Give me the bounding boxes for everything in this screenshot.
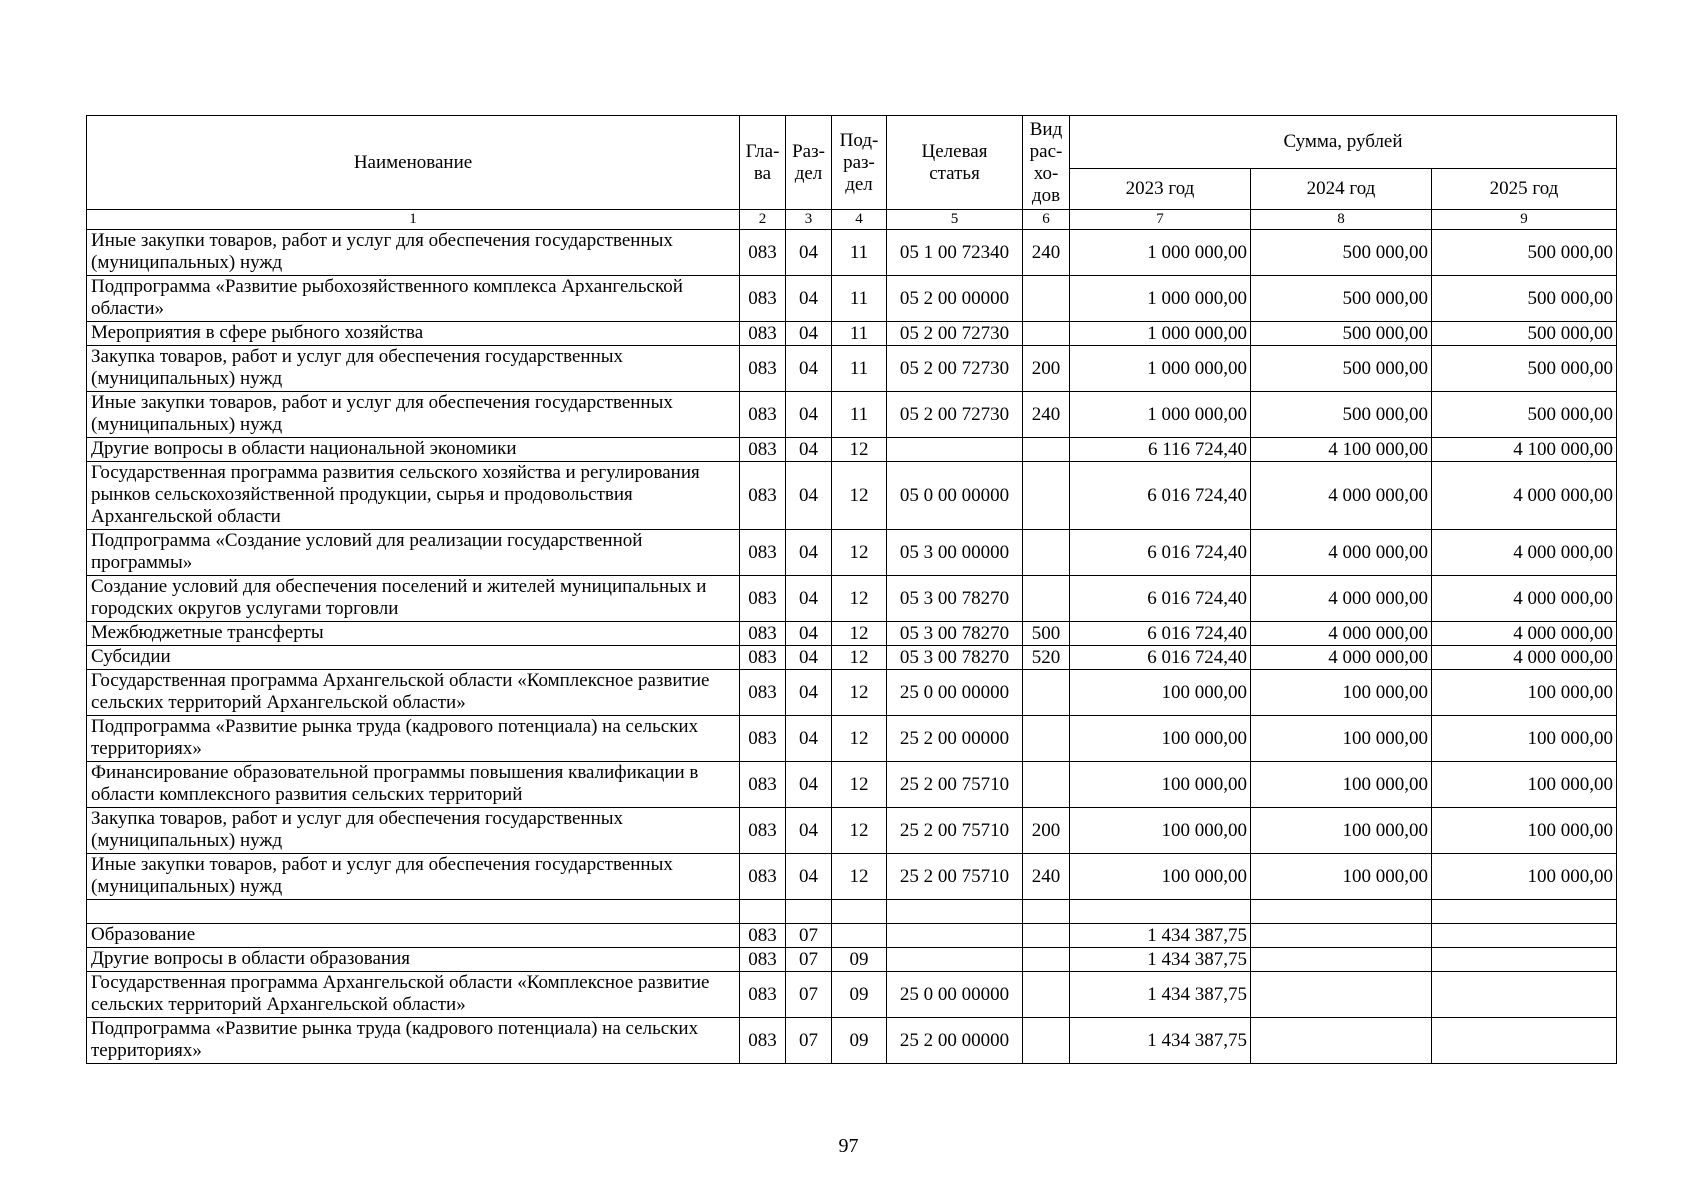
row-glava: 083: [740, 438, 786, 462]
row-sum-2024: 500 000,00: [1251, 276, 1432, 322]
row-sum-2025: [1432, 900, 1617, 924]
row-vid: 520: [1023, 646, 1070, 670]
row-razdel: 04: [786, 438, 832, 462]
table-row: [87, 322, 1617, 346]
row-podrazdel: 09: [832, 948, 887, 972]
row-vid: [1023, 438, 1070, 462]
row-sum-2023: 100 000,00: [1070, 762, 1251, 808]
row-sum-2025: 500 000,00: [1432, 230, 1617, 276]
row-sum-2024: [1251, 900, 1432, 924]
table-row: [87, 924, 1617, 948]
row-name: Государственная программа Архангельской области «Комплексное развитие сельских территорий Архангельской области»: [87, 670, 740, 716]
row-sum-2023: 1 000 000,00: [1070, 230, 1251, 276]
header-glava: Гла- ва: [740, 116, 786, 210]
row-razdel: 04: [786, 808, 832, 854]
row-celevaya: 05 2 00 72730: [887, 346, 1023, 392]
header-year-2024: 2024 год: [1251, 169, 1432, 210]
row-sum-2025: 100 000,00: [1432, 854, 1617, 900]
row-glava: 083: [740, 346, 786, 392]
row-vid: [1023, 716, 1070, 762]
row-podrazdel: 12: [832, 576, 887, 622]
row-razdel: 04: [786, 530, 832, 576]
row-vid: [1023, 972, 1070, 1018]
row-name: [87, 900, 740, 924]
header-razdel: Раз- дел: [786, 116, 832, 210]
row-name: Государственная программа развития сельского хозяйства и регулирования рынков сельскохозяйственной продукции, сырья и продовольствия Архангельской области: [87, 462, 740, 530]
row-sum-2023: 6 016 724,40: [1070, 576, 1251, 622]
row-name: Субсидии: [87, 646, 740, 670]
row-celevaya: 05 1 00 72340: [887, 230, 1023, 276]
row-vid: 200: [1023, 346, 1070, 392]
table-row: [87, 972, 1617, 1018]
row-name: Закупка товаров, работ и услуг для обеспечения государственных (муниципальных) нужд: [87, 808, 740, 854]
row-vid: [1023, 322, 1070, 346]
row-glava: 083: [740, 322, 786, 346]
row-sum-2024: 500 000,00: [1251, 230, 1432, 276]
row-sum-2025: 500 000,00: [1432, 392, 1617, 438]
row-razdel: 04: [786, 322, 832, 346]
column-number: 4: [832, 210, 887, 230]
column-number: 3: [786, 210, 832, 230]
row-podrazdel: 09: [832, 972, 887, 1018]
row-sum-2024: 4 000 000,00: [1251, 462, 1432, 530]
column-number: 6: [1023, 210, 1070, 230]
row-celevaya: 25 2 00 75710: [887, 762, 1023, 808]
row-glava: 083: [740, 972, 786, 1018]
row-name: Иные закупки товаров, работ и услуг для обеспечения государственных (муниципальных) нужд: [87, 854, 740, 900]
row-podrazdel: 12: [832, 670, 887, 716]
row-name: Мероприятия в сфере рыбного хозяйства: [87, 322, 740, 346]
row-vid: 500: [1023, 622, 1070, 646]
table-row: [87, 762, 1617, 808]
row-razdel: [786, 900, 832, 924]
row-razdel: 07: [786, 924, 832, 948]
table-row: [87, 854, 1617, 900]
row-sum-2023: 1 434 387,75: [1070, 1018, 1251, 1064]
row-celevaya: 25 2 00 75710: [887, 854, 1023, 900]
row-sum-2024: [1251, 972, 1432, 1018]
row-vid: [1023, 576, 1070, 622]
row-sum-2025: 4 000 000,00: [1432, 622, 1617, 646]
row-sum-2024: 500 000,00: [1251, 346, 1432, 392]
row-glava: 083: [740, 854, 786, 900]
row-sum-2024: 100 000,00: [1251, 670, 1432, 716]
row-podrazdel: 11: [832, 230, 887, 276]
table-row: [87, 716, 1617, 762]
row-sum-2025: [1432, 972, 1617, 1018]
row-glava: 083: [740, 670, 786, 716]
table-row: [87, 230, 1617, 276]
row-celevaya: [887, 900, 1023, 924]
row-razdel: 04: [786, 576, 832, 622]
row-razdel: 04: [786, 854, 832, 900]
table-body: [87, 230, 1617, 1064]
row-glava: 083: [740, 948, 786, 972]
table-row: [87, 530, 1617, 576]
row-razdel: 04: [786, 230, 832, 276]
row-sum-2023: 1 000 000,00: [1070, 276, 1251, 322]
row-podrazdel: 12: [832, 462, 887, 530]
row-podrazdel: 12: [832, 622, 887, 646]
row-sum-2023: 6 016 724,40: [1070, 462, 1251, 530]
row-sum-2025: 4 100 000,00: [1432, 438, 1617, 462]
row-glava: 083: [740, 716, 786, 762]
row-glava: 083: [740, 622, 786, 646]
row-razdel: 04: [786, 392, 832, 438]
table-row: [87, 948, 1617, 972]
column-number: 2: [740, 210, 786, 230]
row-celevaya: 05 3 00 78270: [887, 646, 1023, 670]
row-name: Подпрограмма «Развитие рыбохозяйственного комплекса Архангельской области»: [87, 276, 740, 322]
row-sum-2024: [1251, 948, 1432, 972]
column-number: 5: [887, 210, 1023, 230]
row-sum-2025: 4 000 000,00: [1432, 646, 1617, 670]
row-sum-2024: [1251, 1018, 1432, 1064]
row-name: Подпрограмма «Создание условий для реализации государственной программы»: [87, 530, 740, 576]
row-glava: 083: [740, 462, 786, 530]
row-glava: 083: [740, 576, 786, 622]
row-razdel: 04: [786, 762, 832, 808]
row-glava: 083: [740, 762, 786, 808]
row-sum-2024: 100 000,00: [1251, 716, 1432, 762]
row-podrazdel: 11: [832, 276, 887, 322]
row-sum-2024: 4 000 000,00: [1251, 576, 1432, 622]
row-sum-2023: 6 016 724,40: [1070, 622, 1251, 646]
row-celevaya: 25 0 00 00000: [887, 972, 1023, 1018]
row-vid: [1023, 924, 1070, 948]
row-podrazdel: 12: [832, 530, 887, 576]
row-razdel: 07: [786, 1018, 832, 1064]
column-number: 1: [87, 210, 740, 230]
table-row: [87, 900, 1617, 924]
row-celevaya: [887, 438, 1023, 462]
row-sum-2025: 500 000,00: [1432, 276, 1617, 322]
row-sum-2025: 500 000,00: [1432, 346, 1617, 392]
row-sum-2023: 100 000,00: [1070, 716, 1251, 762]
header-name: Наименование: [87, 116, 740, 210]
row-sum-2024: 500 000,00: [1251, 392, 1432, 438]
column-number: 9: [1432, 210, 1617, 230]
row-celevaya: 05 2 00 00000: [887, 276, 1023, 322]
table-row: [87, 808, 1617, 854]
row-sum-2025: 4 000 000,00: [1432, 462, 1617, 530]
row-name: Межбюджетные трансферты: [87, 622, 740, 646]
row-celevaya: 25 2 00 75710: [887, 808, 1023, 854]
row-glava: 083: [740, 924, 786, 948]
table-row: [87, 1018, 1617, 1064]
header-year-2023: 2023 год: [1070, 169, 1251, 210]
row-glava: 083: [740, 646, 786, 670]
row-sum-2023: 1 434 387,75: [1070, 924, 1251, 948]
row-razdel: 04: [786, 276, 832, 322]
row-sum-2024: 100 000,00: [1251, 854, 1432, 900]
row-sum-2024: 4 000 000,00: [1251, 646, 1432, 670]
table-row: [87, 462, 1617, 530]
row-podrazdel: 12: [832, 716, 887, 762]
table-row: [87, 392, 1617, 438]
row-name: Создание условий для обеспечения поселений и жителей муниципальных и городских округов услугами торговли: [87, 576, 740, 622]
row-celevaya: 25 2 00 00000: [887, 716, 1023, 762]
row-glava: 083: [740, 392, 786, 438]
row-name: Закупка товаров, работ и услуг для обеспечения государственных (муниципальных) нужд: [87, 346, 740, 392]
row-sum-2024: 4 000 000,00: [1251, 622, 1432, 646]
row-podrazdel: [832, 900, 887, 924]
row-sum-2023: 6 116 724,40: [1070, 438, 1251, 462]
row-celevaya: [887, 948, 1023, 972]
row-name: Другие вопросы в области национальной экономики: [87, 438, 740, 462]
row-sum-2023: 100 000,00: [1070, 670, 1251, 716]
row-sum-2023: 6 016 724,40: [1070, 646, 1251, 670]
row-podrazdel: 11: [832, 346, 887, 392]
row-podrazdel: 12: [832, 854, 887, 900]
budget-table: [86, 115, 1617, 1064]
row-sum-2024: 500 000,00: [1251, 322, 1432, 346]
row-sum-2025: [1432, 948, 1617, 972]
table-row: [87, 670, 1617, 716]
row-vid: 200: [1023, 808, 1070, 854]
row-razdel: 07: [786, 972, 832, 1018]
row-celevaya: 25 2 00 00000: [887, 1018, 1023, 1064]
row-sum-2023: 1 000 000,00: [1070, 346, 1251, 392]
row-vid: [1023, 1018, 1070, 1064]
row-name: Финансирование образовательной программы повышения квалификации в области комплексного развития сельских территорий: [87, 762, 740, 808]
row-podrazdel: 12: [832, 438, 887, 462]
row-glava: [740, 900, 786, 924]
row-sum-2025: 4 000 000,00: [1432, 530, 1617, 576]
row-vid: [1023, 462, 1070, 530]
row-sum-2023: 100 000,00: [1070, 854, 1251, 900]
row-sum-2025: 100 000,00: [1432, 762, 1617, 808]
table-row: [87, 622, 1617, 646]
row-name: Подпрограмма «Развитие рынка труда (кадрового потенциала) на сельских территориях»: [87, 1018, 740, 1064]
row-sum-2024: [1251, 924, 1432, 948]
row-celevaya: [887, 924, 1023, 948]
table-row: [87, 438, 1617, 462]
row-sum-2023: 1 000 000,00: [1070, 322, 1251, 346]
row-podrazdel: 12: [832, 808, 887, 854]
row-razdel: 04: [786, 462, 832, 530]
page-number: 97: [838, 1135, 859, 1157]
column-number: 8: [1251, 210, 1432, 230]
header-summa: Сумма, рублей: [1070, 116, 1617, 169]
table-row: [87, 646, 1617, 670]
header-celevaya: Целевая статья: [887, 116, 1023, 210]
row-vid: 240: [1023, 392, 1070, 438]
row-podrazdel: 11: [832, 392, 887, 438]
row-glava: 083: [740, 530, 786, 576]
row-name: Образование: [87, 924, 740, 948]
row-glava: 083: [740, 1018, 786, 1064]
row-vid: [1023, 530, 1070, 576]
row-razdel: 04: [786, 346, 832, 392]
header-podrazdel: Под- раз- дел: [832, 116, 887, 210]
row-vid: 240: [1023, 230, 1070, 276]
row-sum-2024: 100 000,00: [1251, 808, 1432, 854]
row-razdel: 04: [786, 716, 832, 762]
row-razdel: 04: [786, 622, 832, 646]
column-number: 7: [1070, 210, 1251, 230]
row-celevaya: 05 0 00 00000: [887, 462, 1023, 530]
row-vid: [1023, 900, 1070, 924]
row-vid: [1023, 670, 1070, 716]
row-glava: 083: [740, 276, 786, 322]
row-vid: [1023, 948, 1070, 972]
header-year-2025: 2025 год: [1432, 169, 1617, 210]
row-name: Другие вопросы в области образования: [87, 948, 740, 972]
row-sum-2025: [1432, 1018, 1617, 1064]
row-sum-2025: 500 000,00: [1432, 322, 1617, 346]
table-row: [87, 276, 1617, 322]
row-sum-2023: 1 434 387,75: [1070, 972, 1251, 1018]
row-celevaya: 05 2 00 72730: [887, 392, 1023, 438]
row-glava: 083: [740, 230, 786, 276]
row-celevaya: 25 0 00 00000: [887, 670, 1023, 716]
row-sum-2024: 4 100 000,00: [1251, 438, 1432, 462]
row-razdel: 07: [786, 948, 832, 972]
row-podrazdel: [832, 924, 887, 948]
row-vid: [1023, 762, 1070, 808]
row-podrazdel: 12: [832, 762, 887, 808]
row-sum-2024: 100 000,00: [1251, 762, 1432, 808]
row-glava: 083: [740, 808, 786, 854]
row-sum-2025: 100 000,00: [1432, 808, 1617, 854]
row-sum-2025: 100 000,00: [1432, 716, 1617, 762]
row-name: Иные закупки товаров, работ и услуг для обеспечения государственных (муниципальных) нужд: [87, 392, 740, 438]
row-podrazdel: 11: [832, 322, 887, 346]
row-celevaya: 05 2 00 72730: [887, 322, 1023, 346]
row-celevaya: 05 3 00 78270: [887, 576, 1023, 622]
row-sum-2025: [1432, 924, 1617, 948]
row-celevaya: 05 3 00 00000: [887, 530, 1023, 576]
table-row: [87, 346, 1617, 392]
row-sum-2023: 6 016 724,40: [1070, 530, 1251, 576]
row-razdel: 04: [786, 646, 832, 670]
row-vid: [1023, 276, 1070, 322]
column-number-row: [87, 210, 1617, 230]
row-celevaya: 05 3 00 78270: [887, 622, 1023, 646]
row-name: Иные закупки товаров, работ и услуг для обеспечения государственных (муниципальных) нужд: [87, 230, 740, 276]
row-vid: 240: [1023, 854, 1070, 900]
row-sum-2024: 4 000 000,00: [1251, 530, 1432, 576]
row-name: Подпрограмма «Развитие рынка труда (кадрового потенциала) на сельских территориях»: [87, 716, 740, 762]
row-sum-2023: 1 000 000,00: [1070, 392, 1251, 438]
table-row: [87, 576, 1617, 622]
row-podrazdel: 12: [832, 646, 887, 670]
row-podrazdel: 09: [832, 1018, 887, 1064]
row-sum-2023: 100 000,00: [1070, 808, 1251, 854]
row-razdel: 04: [786, 670, 832, 716]
row-sum-2023: 1 434 387,75: [1070, 948, 1251, 972]
row-sum-2025: 4 000 000,00: [1432, 576, 1617, 622]
row-sum-2025: 100 000,00: [1432, 670, 1617, 716]
row-sum-2023: [1070, 900, 1251, 924]
header-vid: Вид рас- хо- дов: [1023, 116, 1070, 210]
row-name: Государственная программа Архангельской области «Комплексное развитие сельских территорий Архангельской области»: [87, 972, 740, 1018]
